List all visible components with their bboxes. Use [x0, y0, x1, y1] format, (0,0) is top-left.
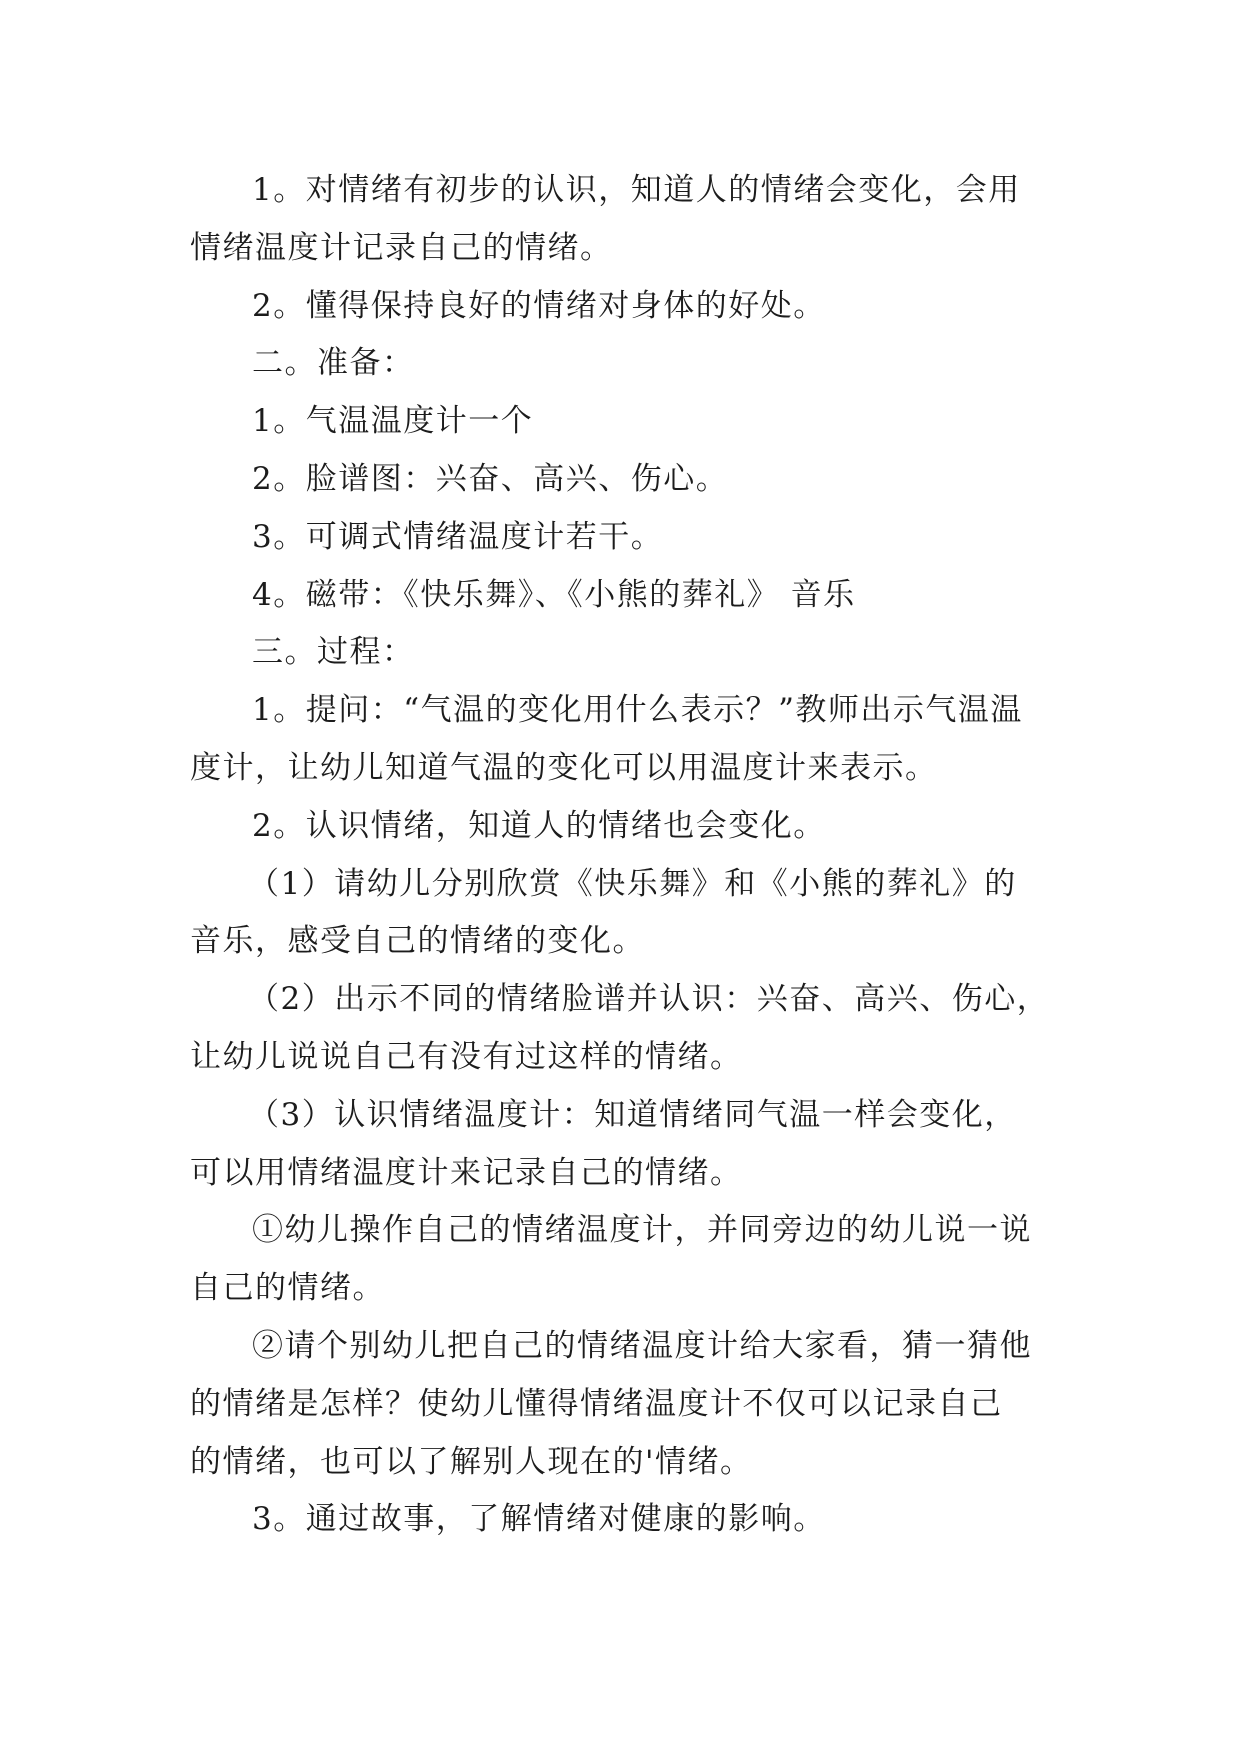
paragraph-line: 2。认识情绪，知道人的情绪也会变化。	[252, 807, 826, 844]
paragraph-line: 度计，让幼儿知道气温的变化可以用温度计来表示。	[190, 749, 938, 786]
paragraph-line: 自己的情绪。	[190, 1270, 385, 1307]
paragraph-line: 3。通过故事，了解情绪对健康的影响。	[252, 1501, 826, 1538]
paragraph-line: 1。气温温度计一个	[252, 403, 534, 440]
paragraph-line: 的情绪是怎样？使幼儿懂得情绪温度计不仅可以记录自己	[190, 1385, 1003, 1422]
paragraph-line: （2）出示不同的情绪脸谱并认识：兴奋、高兴、伤心，	[248, 981, 1050, 1018]
paragraph-line: ②请个别幼儿把自己的情绪温度计给大家看，猜一猜他	[252, 1327, 1032, 1364]
paragraph-line: 2。懂得保持良好的情绪对身体的好处。	[252, 287, 826, 324]
paragraph-line: 4。磁带：《快乐舞》、《小熊的葬礼》 音乐	[252, 576, 856, 613]
section-heading: 二。准备：	[252, 345, 415, 382]
paragraph-line: （1）请幼儿分别欣赏《快乐舞》和《小熊的葬礼》的	[248, 865, 1017, 902]
paragraph-line: （3）认识情绪温度计：知道情绪同气温一样会变化，	[248, 1096, 1017, 1133]
body-text	[190, 162, 1070, 1549]
paragraph-line: 1。对情绪有初步的认识，知道人的情绪会变化，会用	[252, 172, 1021, 208]
section-heading: 三。过程：	[252, 634, 415, 671]
paragraph-line: 的情绪，也可以了解别人现在的'情绪。	[190, 1443, 753, 1480]
paragraph-line: 让幼儿说说自己有没有过这样的情绪。	[190, 1038, 743, 1075]
paragraph-line: 音乐，感受自己的情绪的变化。	[190, 923, 645, 960]
paragraph-line: 1。提问：“气温的变化用什么表示？”教师出示气温温	[252, 692, 1023, 729]
paragraph-line: 2。脸谱图：兴奋、高兴、伤心。	[252, 460, 729, 497]
paragraph-line: 情绪温度计记录自己的情绪。	[190, 229, 613, 266]
paragraph-line: 3。可调式情绪温度计若干。	[252, 518, 664, 555]
paragraph-line: ①幼儿操作自己的情绪温度计，并同旁边的幼儿说一说	[252, 1212, 1032, 1249]
paragraph-line: 可以用情绪温度计来记录自己的情绪。	[190, 1154, 743, 1191]
